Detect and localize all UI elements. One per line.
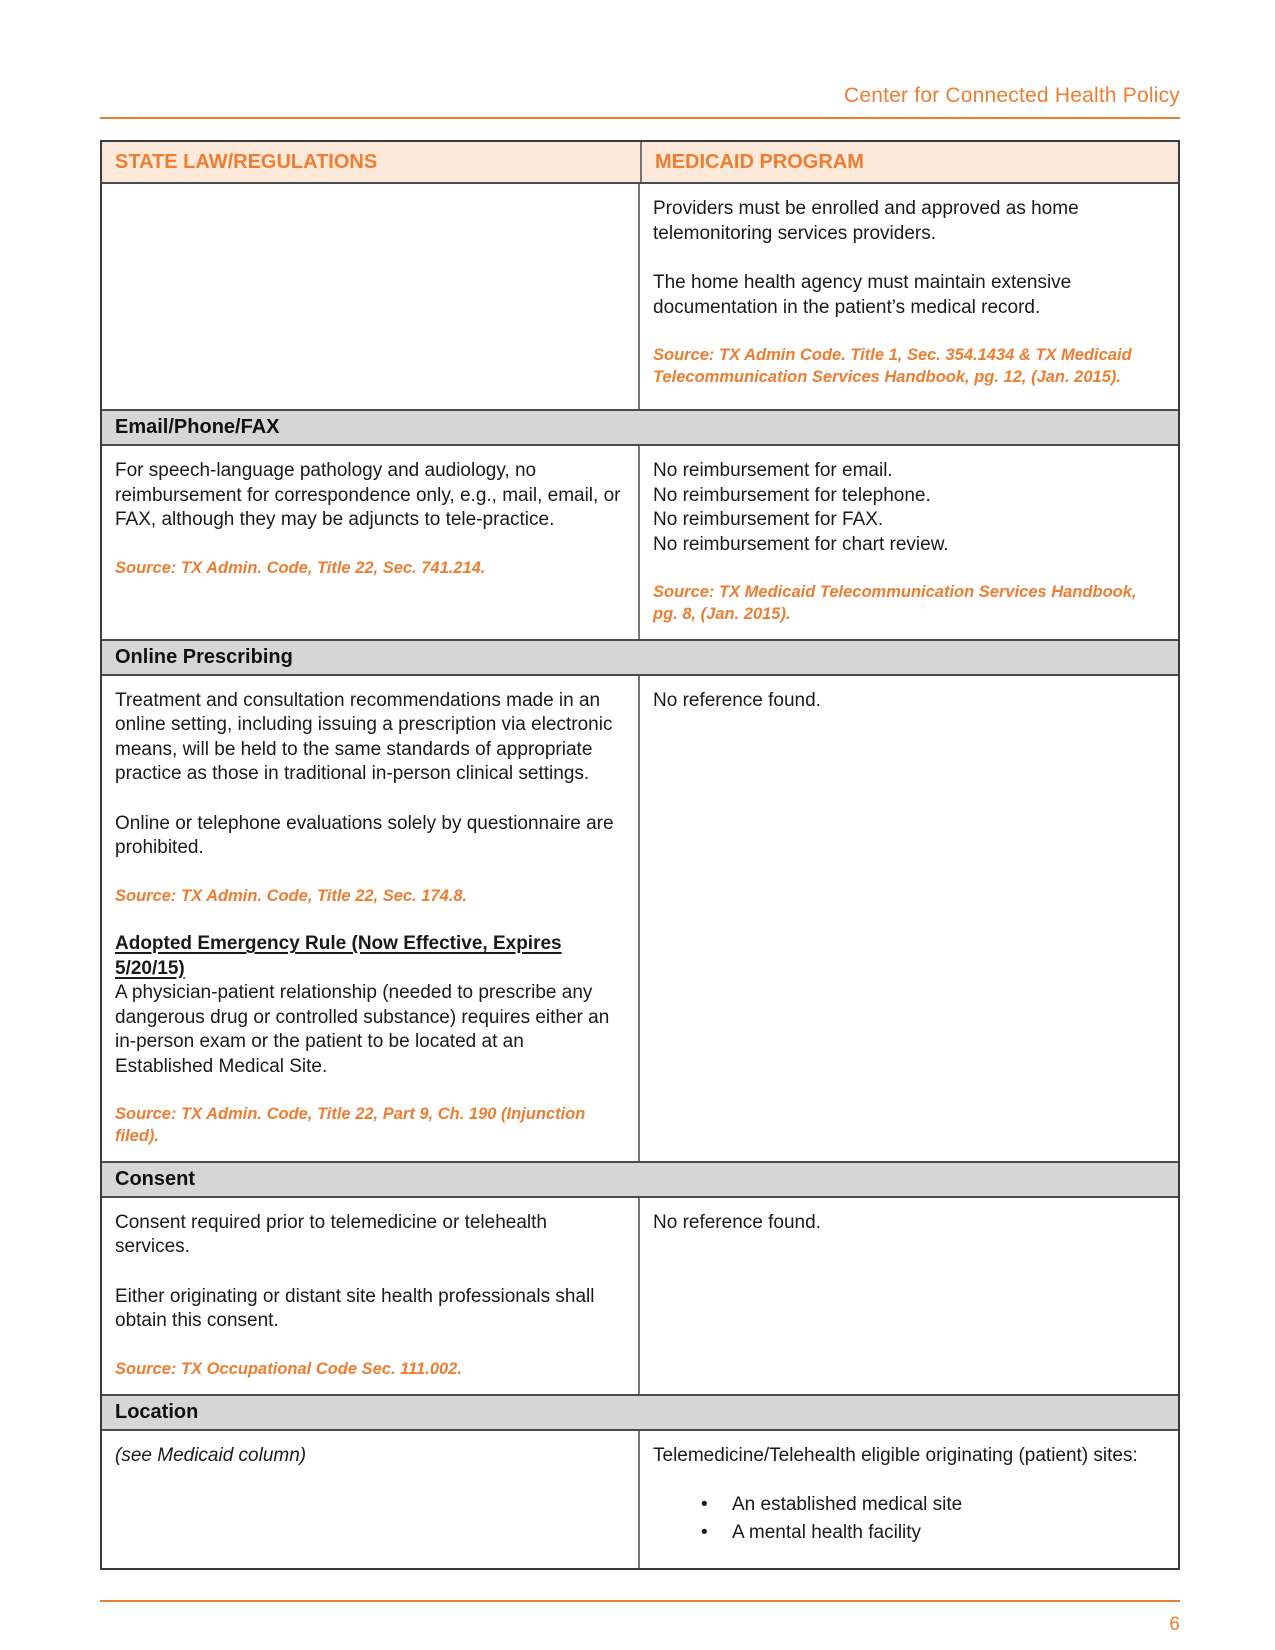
medicaid-cell	[640, 1431, 1178, 1568]
state-law-cell	[102, 1431, 640, 1568]
document-header	[100, 0, 1180, 108]
paragraph: Consent required prior to telemedicine or telehealth services.	[115, 1211, 547, 1258]
cross-reference-note: (see Medicaid column)	[115, 1444, 307, 1466]
source-citation: Source: TX Admin. Code, Title 22, Sec. 174.8.	[115, 886, 468, 905]
bullet-list	[653, 1493, 1162, 1545]
paragraph: Telemedicine/Telehealth eligible originating (patient) sites:	[653, 1444, 1138, 1466]
medicaid-cell	[640, 446, 1178, 639]
section-header-row	[102, 1394, 1178, 1429]
table-header-row	[102, 142, 1178, 182]
paragraph: The home health agency must maintain extensive documentation in the patient’s medical record.	[653, 272, 1072, 318]
table-row	[102, 674, 1178, 1161]
source-citation: Source: TX Admin. Code, Title 22, Sec. 741.214.	[115, 558, 486, 577]
medicaid-cell	[640, 1198, 1178, 1394]
document-page	[100, 0, 1180, 1636]
table-row	[102, 182, 1178, 409]
column-header-medicaid: MEDICAID PROGRAM	[640, 142, 1178, 182]
source-citation: Source: TX Medicaid Telecommunication Services Handbook, pg. 8, (Jan. 2015).	[653, 583, 1137, 623]
medicaid-cell	[640, 184, 1178, 409]
table-body	[102, 182, 1178, 1568]
footer-divider-line	[100, 1600, 1180, 1602]
bullet-item: • An established medical site	[732, 1493, 1162, 1518]
paragraph: Providers must be enrolled and approved as home telemonitoring services providers.	[653, 198, 1079, 244]
state-law-cell	[102, 446, 640, 639]
paragraph: Either originating or distant site health professionals shall obtain this consent.	[115, 1285, 595, 1332]
table-row	[102, 444, 1178, 639]
paragraph: Online or telephone evaluations solely by questionnaire are prohibited.	[115, 812, 614, 859]
bullet-item: • A mental health facility	[732, 1521, 1162, 1546]
comparison-table	[100, 140, 1180, 1570]
statement-line: No reimbursement for email.	[653, 460, 893, 481]
state-law-cell	[102, 184, 640, 409]
page-number: 6	[1169, 1613, 1180, 1635]
table-row	[102, 1429, 1178, 1568]
statement-line: No reimbursement for chart review.	[653, 533, 949, 555]
header-title: Center for Connected Health Policy	[844, 84, 1180, 107]
paragraph: No reference found.	[653, 1211, 821, 1233]
section-header-row	[102, 639, 1178, 674]
section-header-row	[102, 1161, 1178, 1196]
source-citation: Source: TX Admin Code. Title 1, Sec. 354.1434 & TX Medicaid Telecommunication Services Handbook, pg. 12, (Jan. 2015).	[653, 346, 1132, 386]
source-citation: Source: TX Occupational Code Sec. 111.002.	[115, 1359, 462, 1378]
paragraph: Treatment and consultation recommendations made in an online setting, including issuing a prescription via electronic means, will be held to the same standards of appropriate practice as those in traditional in-person clinical settings.	[115, 689, 613, 785]
section-header-label: Email/Phone/FAX	[115, 416, 280, 438]
state-law-cell	[102, 1198, 640, 1394]
table-row	[102, 1196, 1178, 1394]
section-header-label: Online Prescribing	[115, 645, 293, 668]
medicaid-cell	[640, 676, 1178, 1161]
paragraph: No reference found.	[653, 689, 821, 711]
source-citation: Source: TX Admin. Code, Title 22, Part 9, Ch. 190 (Injunction filed).	[115, 1105, 586, 1146]
section-header-label: Consent	[115, 1167, 195, 1190]
state-law-cell	[102, 676, 640, 1161]
statement-lines	[653, 459, 1162, 557]
section-header-row	[102, 409, 1178, 444]
statement-line: No reimbursement for telephone.	[653, 484, 931, 506]
statement-line: No reimbursement for FAX.	[653, 509, 884, 530]
paragraph: A physician-patient relationship (needed to prescribe any dangerous drug or controlled substance) requires either an in-person exam or the patient to be located at an Established Medical Site.	[115, 982, 610, 1077]
column-header-state-law: STATE LAW/REGULATIONS	[115, 150, 378, 173]
header-divider-line	[100, 117, 1180, 119]
section-header-label: Location	[115, 1400, 199, 1423]
rule-heading: Adopted Emergency Rule (Now Effective, Expires 5/20/15)	[115, 933, 562, 979]
paragraph: For speech-language pathology and audiology, no reimbursement for correspondence only, e.g., mail, email, or FAX, although they may be adjuncts to tele-practice.	[115, 460, 621, 530]
